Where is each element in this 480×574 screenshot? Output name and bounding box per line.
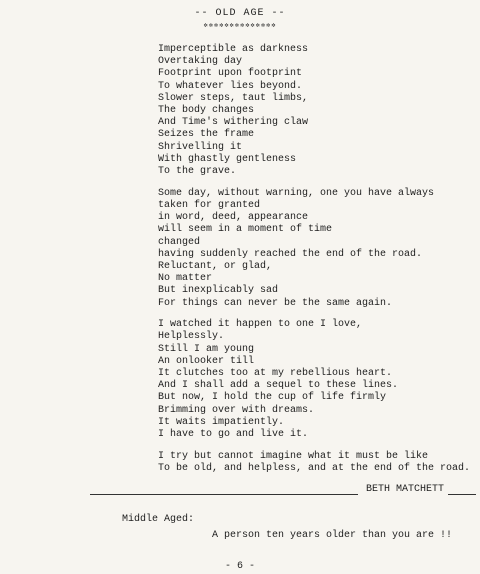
signature-rule-left: [90, 494, 358, 495]
poem-line: having suddenly reached the end of the road.: [158, 248, 423, 260]
poem-line: And I shall add a sequel to these lines.: [158, 380, 399, 392]
poem-line: in word, deed, appearance: [158, 212, 309, 224]
poem-line: No matter: [158, 273, 213, 285]
poem-line: Imperceptible as darkness: [158, 44, 309, 55]
poem-line: changed: [158, 236, 201, 248]
poem-line: It waits impatiently.: [158, 416, 285, 428]
poem-line: I watched it happen to one I love,: [158, 319, 363, 331]
poem-line: Seizes the frame: [158, 129, 255, 141]
poem-line: Reluctant, or glad,: [158, 260, 273, 272]
signature-row: [90, 484, 480, 498]
poem-line: For things can never be the same again.: [158, 297, 393, 309]
title-ornament: ✲✲✲✲✲✲✲✲✲✲✲✲✲✲: [203, 22, 277, 30]
poem-line: Shrivelling it: [158, 141, 243, 153]
poem-line: To whatever lies beyond.: [158, 80, 303, 92]
poem-stanza: [158, 451, 476, 475]
poem-stanza: [158, 188, 476, 310]
poem-line: taken for granted: [158, 199, 261, 211]
poem-line: Helplessly.: [158, 331, 225, 343]
poem-line: Some day, without warning, one you have always: [158, 187, 435, 199]
poem-stanza: [158, 44, 476, 178]
footnote-term: Middle Aged:: [122, 514, 195, 525]
poem-line: To be old, and helpless, and at the end of the road.: [158, 463, 471, 474]
author-name: BETH MATCHETT: [366, 484, 445, 495]
signature-rule-right: [448, 494, 476, 495]
poem-line: Overtaking day: [158, 56, 243, 68]
poem-title: -- OLD AGE --: [194, 8, 286, 19]
poem-line: Slower steps, taut limbs,: [158, 92, 309, 104]
poem-line: With ghastly gentleness: [158, 153, 297, 165]
poem-line: I have to go and live it.: [158, 429, 309, 441]
poem-line: It clutches too at my rebellious heart.: [158, 368, 393, 380]
poem-stanza: [158, 319, 476, 441]
poem-line: Still I am young: [158, 343, 255, 355]
poem-line: I try but cannot imagine what it must be like: [158, 450, 429, 462]
poem-line: An onlooker till: [158, 355, 255, 367]
poem-line: To the grave.: [158, 166, 237, 178]
page-number: - 6 -: [224, 561, 255, 572]
poem-body: [158, 44, 476, 485]
poem-line: will seem in a moment of time: [158, 224, 333, 236]
poem-line: Footprint upon footprint: [158, 68, 303, 80]
footnote-definition: A person ten years older than you are !!: [212, 530, 453, 541]
poem-line: Brimming over with dreams.: [158, 404, 315, 416]
poem-line: And Time's withering claw: [158, 117, 309, 129]
poem-line: But now, I hold the cup of life firmly: [158, 392, 387, 404]
poem-line: But inexplicably sad: [158, 285, 279, 297]
poem-line: The body changes: [158, 105, 255, 117]
